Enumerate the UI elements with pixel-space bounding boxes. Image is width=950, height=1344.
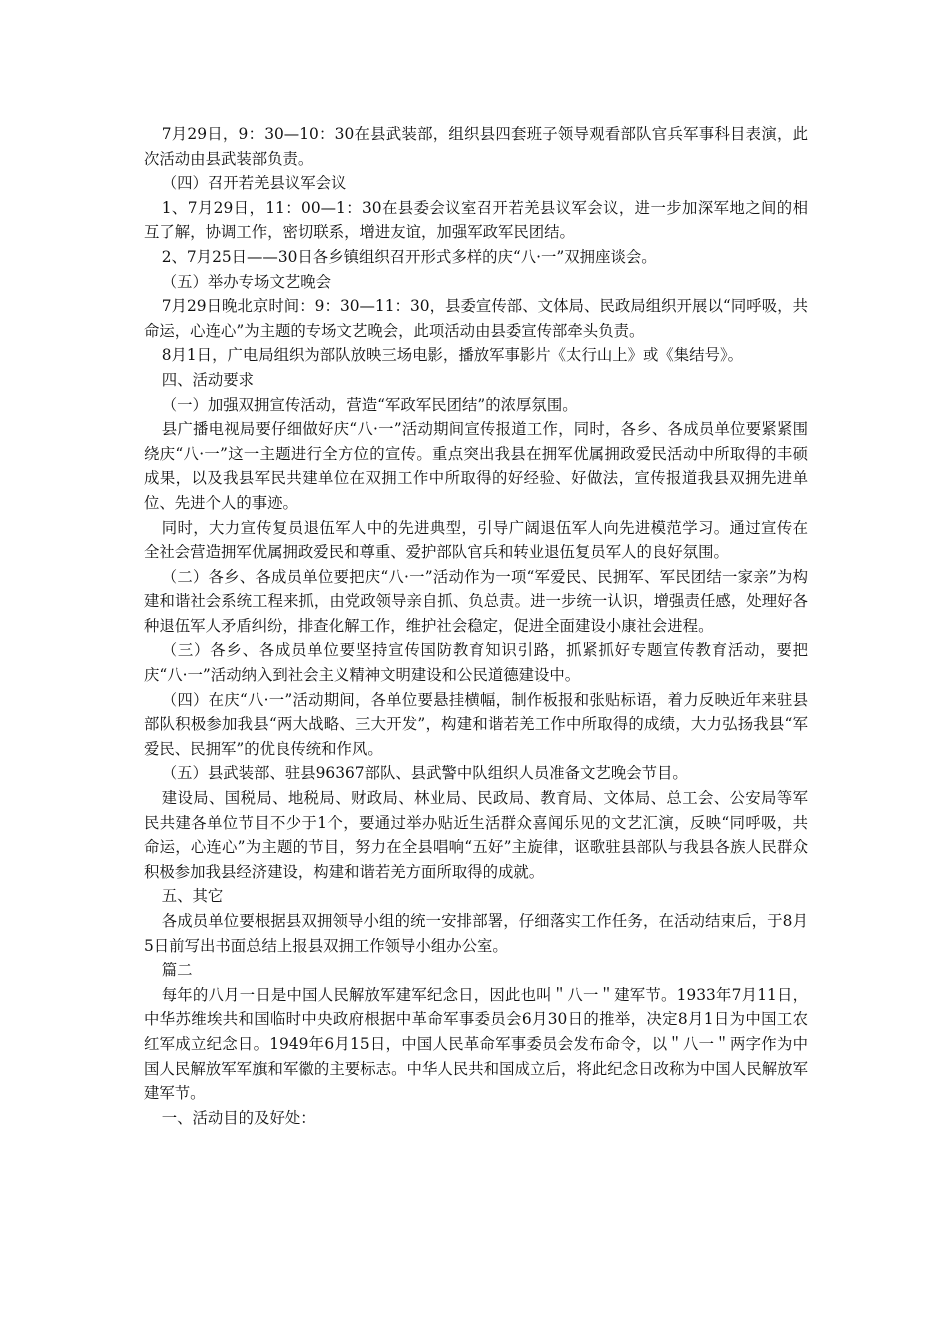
paragraph-broadcast-publicity: 县广播电视局要仔细做好庆“八·一”活动期间宣传报道工作，同时，各乡、各成员单位要紧紧围绕庆“八·一”这一主题进行全方位的宣传。重点突出我县在拥军优属拥政爱民活动中所取得的丰硕成果，以及我县军民共建单位在双拥工作中所取得的好经验、好做法，宣传报道我县双拥先进单位、先进个人的事迹。 <box>144 420 808 512</box>
heading-art-evening: （五）举办专场文艺晚会 <box>161 272 332 291</box>
heading-others: 五、其它 <box>161 887 224 906</box>
paragraph-military-drill-viewing: 7月29日，9：30—10：30在县武装部，组织县四套班子领导观看部队官兵军事科目表演，此次活动由县武装部负责。 <box>144 125 808 168</box>
paragraph-joint-units-performances: 建设局、国税局、地税局、财政局、林业局、民政局、教育局、文体局、总工会、公安局等军民共建各单位节目不少于1个，要通过举办贴近生活群众喜闻乐见的文艺汇演，反映“同呼吸，共命运，心连心”为主题的节目，努力在全县唱响“五好”主旋律，讴歌驻县部队与我县各族人民群众积极参加我县经济建设，构建和谐若羌方面所取得的成就。 <box>144 789 808 881</box>
paragraph-veteran-models: 同时，大力宣传复员退伍军人中的先进典型，引导广阔退伍军人向先进模范学习。通过宣传在全社会营造拥军优属拥政爱民和尊重、爱护部队官兵和转业退伍复员军人的良好氛围。 <box>144 518 808 562</box>
paragraph-requirement-3: （三）各乡、各成员单位要坚持宣传国防教育知识引路，抓紧抓好专题宣传教育活动，要把庆“八·一”活动纳入到社会主义精神文明建设和公民道德建设中。 <box>144 641 808 685</box>
paragraph-requirement-2: （二）各乡、各成员单位要把庆“八·一”活动作为一项“军爱民、民拥军、军民团结一家亲”为构建和谐社会系统工程来抓，由党政领导亲自抓、负总责。进一步统一认识，增强责任感，处理好各种退伍军人矛盾纠纷，排查化解工作，维护社会稳定，促进全面建设小康社会进程。 <box>144 567 808 635</box>
heading-military-affairs-meeting: （四）召开若羌县议军会议 <box>161 174 347 193</box>
heading-requirement-1: （一）加强双拥宣传活动，营造“军政军民团结”的浓厚氛围。 <box>161 395 578 414</box>
heading-activity-requirements: 四、活动要求 <box>161 370 255 389</box>
paragraph-requirement-5: （五）县武装部、驻县96367部队、县武警中队组织人员准备文艺晚会节目。 <box>161 764 688 783</box>
heading-part-two: 篇二 <box>161 961 193 980</box>
paragraph-film-screening: 8月1日，广电局组织为部队放映三场电影，播放军事影片《太行山上》或《集结号》。 <box>161 346 744 365</box>
paragraph-meeting-item-2: 2、7月25日——30日各乡镇组织召开形式多样的庆“八·一”双拥座谈会。 <box>161 247 657 266</box>
paragraph-army-day-history: 每年的八月一日是中国人民解放军建军纪念日，因此也叫＂八一＂建军节。1933年7月11日，中华苏维埃共和国临时中央政府根据中革命军事委员会6月30日的推举，决定8月1日为中国工农红军成立纪念日。1949年6月15日，中国人民革命军事委员会发布命令，以＂八一＂两字作为中国人民解放军军旗和军徽的主要标志。中华人民共和国成立后，将此纪念日改称为中国人民解放军建军节。 <box>144 985 808 1103</box>
heading-activity-purpose: 一、活动目的及好处： <box>161 1108 316 1127</box>
paragraph-art-evening-details: 7月29日晚北京时间：9：30—11：30，县委宣传部、文体局、民政局组织开展以“同呼吸，共命运，心连心”为主题的专场文艺晚会，此项活动由县委宣传部牵头负责。 <box>144 297 808 340</box>
paragraph-summary-report: 各成员单位要根据县双拥领导小组的统一安排部署，仔细落实工作任务，在活动结束后，于8月5日前写出书面总结上报县双拥工作领导小组办公室。 <box>144 912 808 955</box>
paragraph-meeting-item-1: 1、7月29日，11：00—1：30在县委会议室召开若羌县议军会议，进一步加深军地之间的相互了解，协调工作，密切联系，增进友谊，加强军政军民团结。 <box>144 198 808 242</box>
paragraph-requirement-4: （四）在庆“八·一”活动期间，各单位要悬挂横幅，制作板报和张贴标语，着力反映近年来驻县部队积极参加我县“两大战略、三大开发”，构建和谐若羌工作中所取得的成绩，大力弘扬我县“军爱民、民拥军”的优良传统和作风。 <box>144 690 808 758</box>
document-page <box>144 122 808 1130</box>
